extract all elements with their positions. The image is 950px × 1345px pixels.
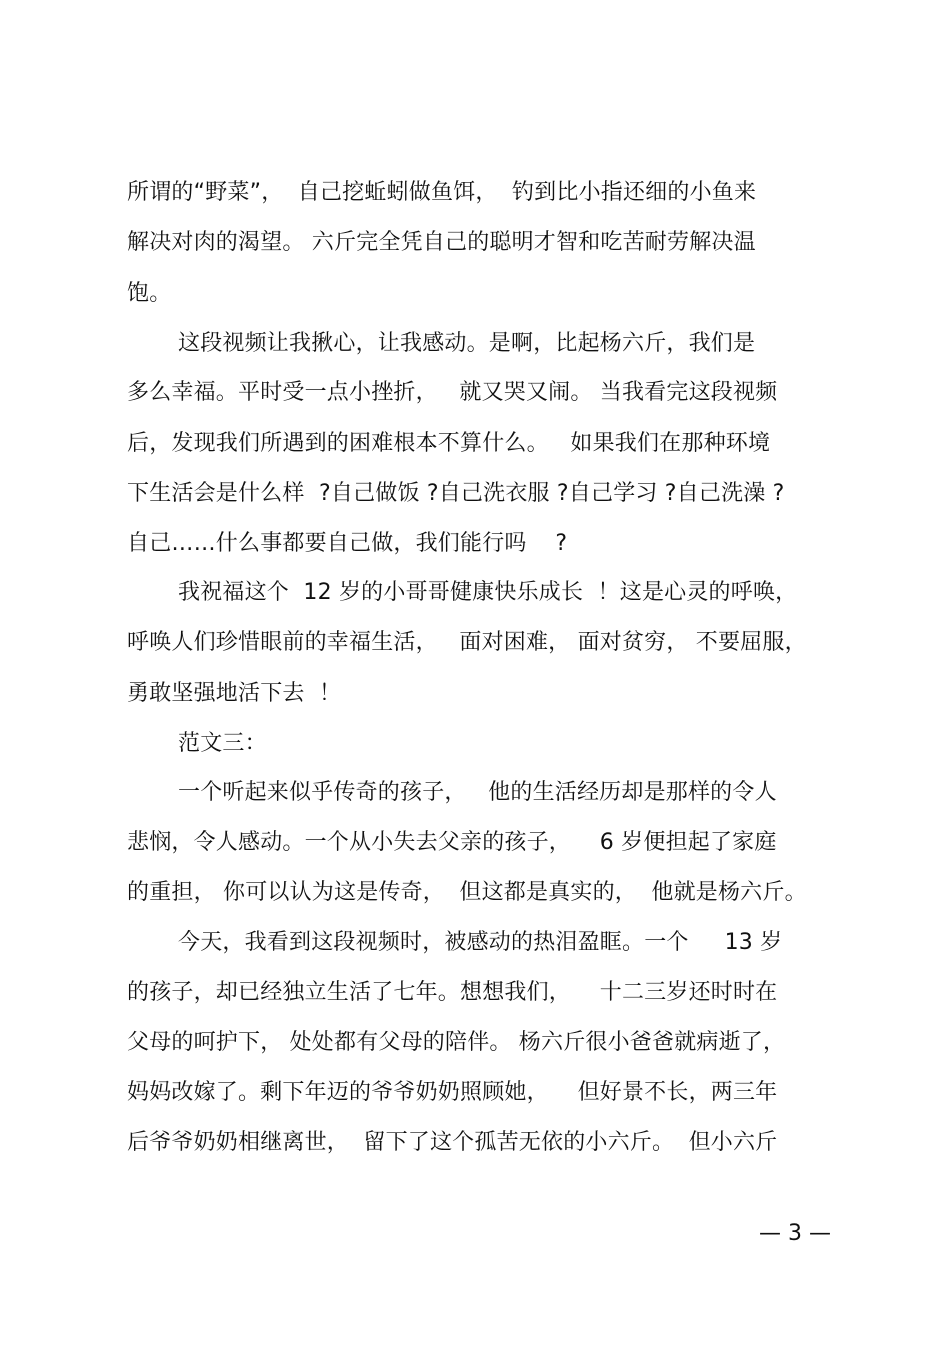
text-line: 悲悯，令人感动。一个从小失去父亲的孩子， 6 岁便担起了家庭 <box>127 830 777 855</box>
text-line: 解决对肉的渴望。 六斤完全凭自己的聪明才智和吃苦耐劳解决温 <box>127 230 756 255</box>
section-heading: 范文三： <box>178 731 267 756</box>
text-line: 妈妈改嫁了。剩下年迈的爷爷奶奶照顾她， 但好景不长，两三年 <box>127 1080 778 1105</box>
text-line: 的孩子，却已经独立生活了七年。想想我们， 十二三岁还时时在 <box>127 980 778 1005</box>
paragraph-start-line: 一个听起来似乎传奇的孩子， 他的生活经历却是那样的令人 <box>178 780 777 805</box>
page-number: — 3 — <box>759 1221 831 1246</box>
text-line: 呼唤人们珍惜眼前的幸福生活， 面对困难， 面对贫穷， 不要屈服， <box>127 630 807 655</box>
text-line: 所谓的“野菜”， 自己挖蚯蚓做鱼饵， 钓到比小指还细的小鱼来 <box>127 180 757 205</box>
text-line: 多么幸福。平时受一点小挫折， 就又哭又闹。 当我看完这段视频 <box>127 380 778 405</box>
text-line: 后爷爷奶奶相继离世， 留下了这个孤苦无依的小六斤。 但小六斤 <box>127 1130 778 1155</box>
text-line: 后，发现我们所遇到的困难根本不算什么。 如果我们在那种环境 <box>127 431 771 456</box>
text-line: 的重担， 你可以认为这是传奇， 但这都是真实的， 他就是杨六斤。 <box>127 880 807 905</box>
text-line: 自己……什么事都要自己做，我们能行吗 ? <box>127 531 568 556</box>
paragraph-start-line: 这段视频让我揪心，让我感动。是啊，比起杨六斤，我们是 <box>178 331 756 356</box>
paragraph-start-line: 今天，我看到这段视频时，被感动的热泪盈眶。一个 13 岁 <box>178 930 783 955</box>
text-line: 父母的呵护下， 处处都有父母的陪伴。 杨六斤很小爸爸就病逝了， <box>127 1030 786 1055</box>
text-line: 饱。 <box>127 281 172 306</box>
text-line: 下生活会是什么样 ?自己做饭 ?自己洗衣服 ?自己学习 ?自己洗澡 ? <box>127 481 785 506</box>
text-line: 勇敢坚强地活下去 ！ <box>127 681 342 706</box>
paragraph-start-line: 我祝福这个 12 岁的小哥哥健康快乐成长 ！这是心灵的呼唤， <box>178 580 798 605</box>
